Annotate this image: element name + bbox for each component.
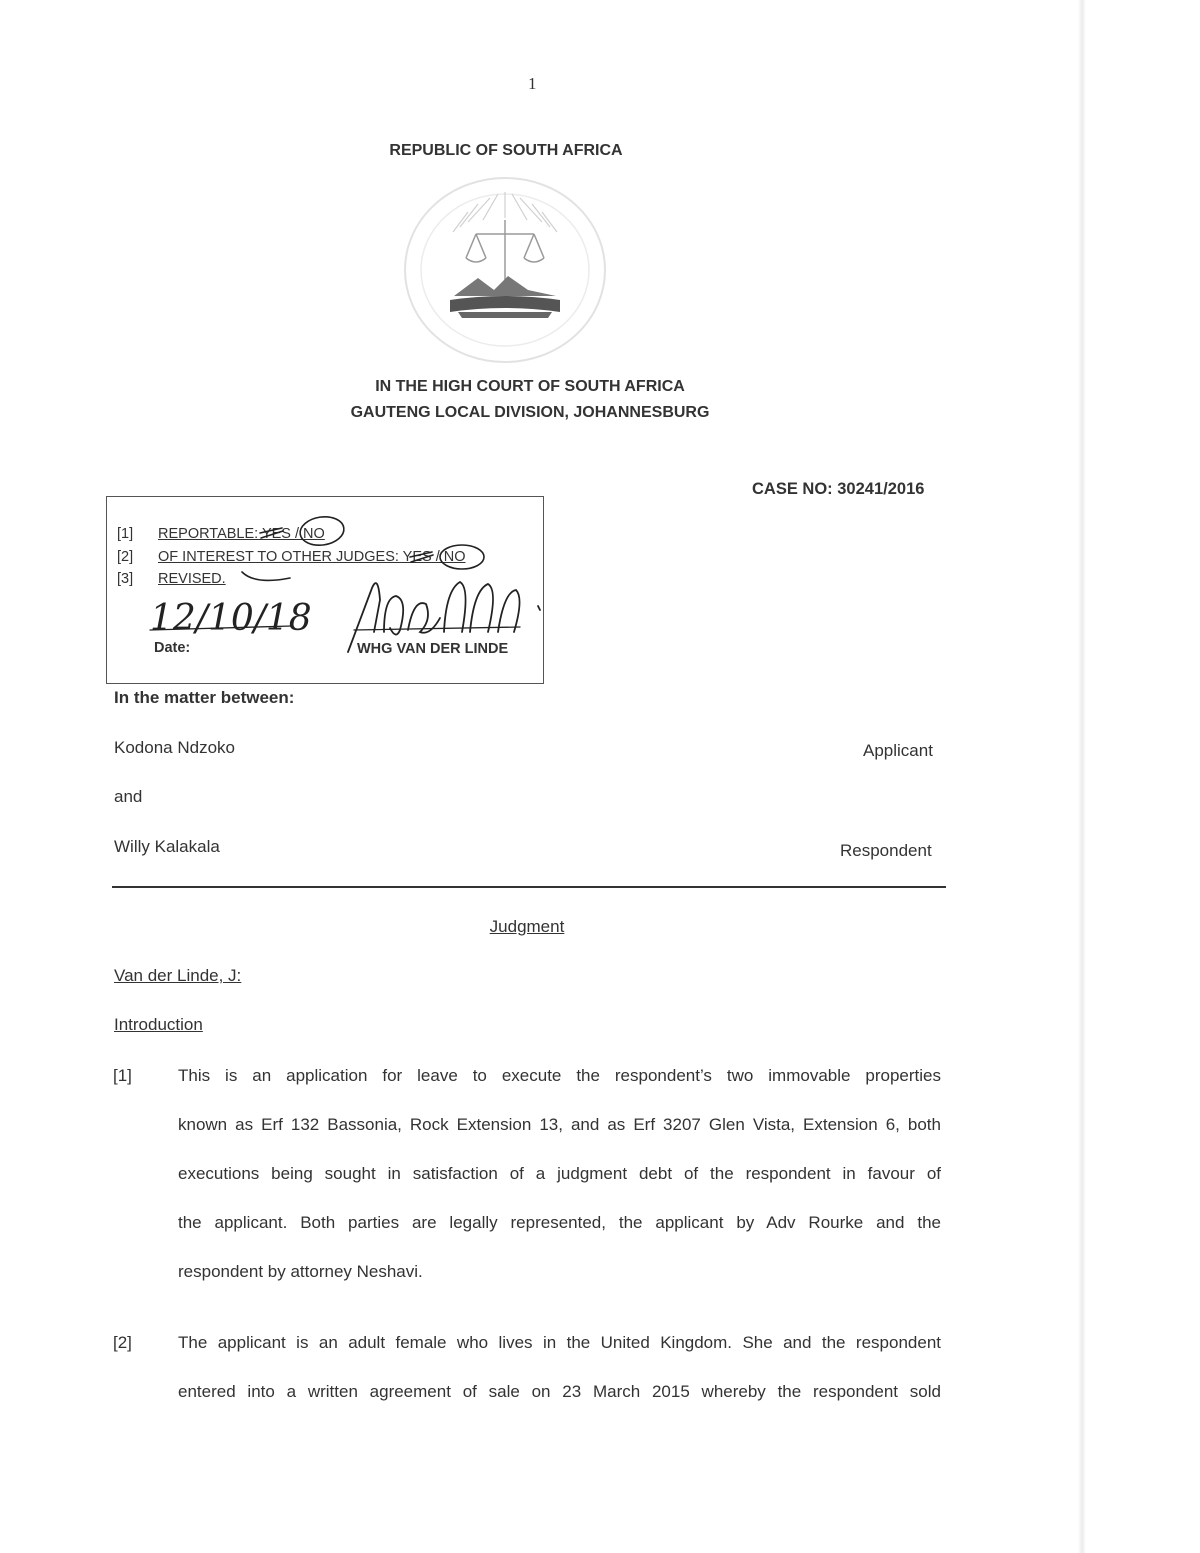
stamp-item-reportable: REPORTABLE: YES / NO — [158, 526, 325, 542]
court-crest-icon — [398, 172, 612, 368]
stamp-item-number: [3] — [117, 571, 134, 587]
judgment-title: Judgment — [489, 917, 565, 936]
section-divider — [112, 886, 946, 888]
court-name: IN THE HIGH COURT OF SOUTH AFRICA — [375, 378, 685, 395]
section-heading: Introduction — [114, 1015, 203, 1034]
date-label: Date: — [154, 640, 191, 656]
parties-heading: In the matter between: — [114, 688, 295, 707]
paragraph-line: known as Erf 132 Bassonia, Rock Extension 13, and as Erf 3207 Glen Vista, Extension 6, both — [178, 1115, 941, 1134]
applicant-name: Kodona Ndzoko — [114, 738, 235, 757]
judge-name: WHG VAN DER LINDE — [357, 641, 509, 657]
stamp-item-number: [2] — [117, 549, 134, 565]
paragraph-number: [1] — [113, 1066, 132, 1085]
respondent-role: Respondent — [840, 841, 932, 860]
country-heading: REPUBLIC OF SOUTH AFRICA — [389, 142, 623, 159]
paragraph-line: executions being sought in satisfaction of a judgment debt of the respondent in favour of — [178, 1164, 941, 1183]
handwritten-date: 12/10/18 — [150, 598, 312, 639]
stamp-item-number: [1] — [117, 526, 134, 542]
paragraph-line: This is an application for leave to execute the respondent’s two immovable properties — [178, 1066, 941, 1085]
respondent-name: Willy Kalakala — [114, 837, 220, 856]
page-number: 1 — [528, 74, 537, 93]
scan-edge-shadow — [1078, 0, 1086, 1553]
paragraph-line: respondent by attorney Neshavi. — [178, 1262, 423, 1281]
paragraph-number: [2] — [113, 1333, 132, 1352]
judge-attribution: Van der Linde, J: — [114, 966, 242, 985]
case-number: CASE NO: 30241/2016 — [752, 480, 925, 498]
paragraph-line: The applicant is an adult female who lives in the United Kingdom. She and the respondent — [178, 1333, 941, 1352]
court-division: GAUTENG LOCAL DIVISION, JOHANNESBURG — [350, 404, 710, 421]
stamp-item-interest: OF INTEREST TO OTHER JUDGES: YES / NO — [158, 549, 466, 565]
party-conjunction: and — [114, 787, 143, 806]
paragraph-line: the applicant. Both parties are legally represented, the applicant by Adv Rourke and the — [178, 1213, 941, 1232]
applicant-role: Applicant — [863, 741, 933, 760]
stamp-item-revised: REVISED. — [158, 571, 226, 587]
paragraph-line: entered into a written agreement of sale on 23 March 2015 whereby the respondent sold — [178, 1382, 941, 1401]
